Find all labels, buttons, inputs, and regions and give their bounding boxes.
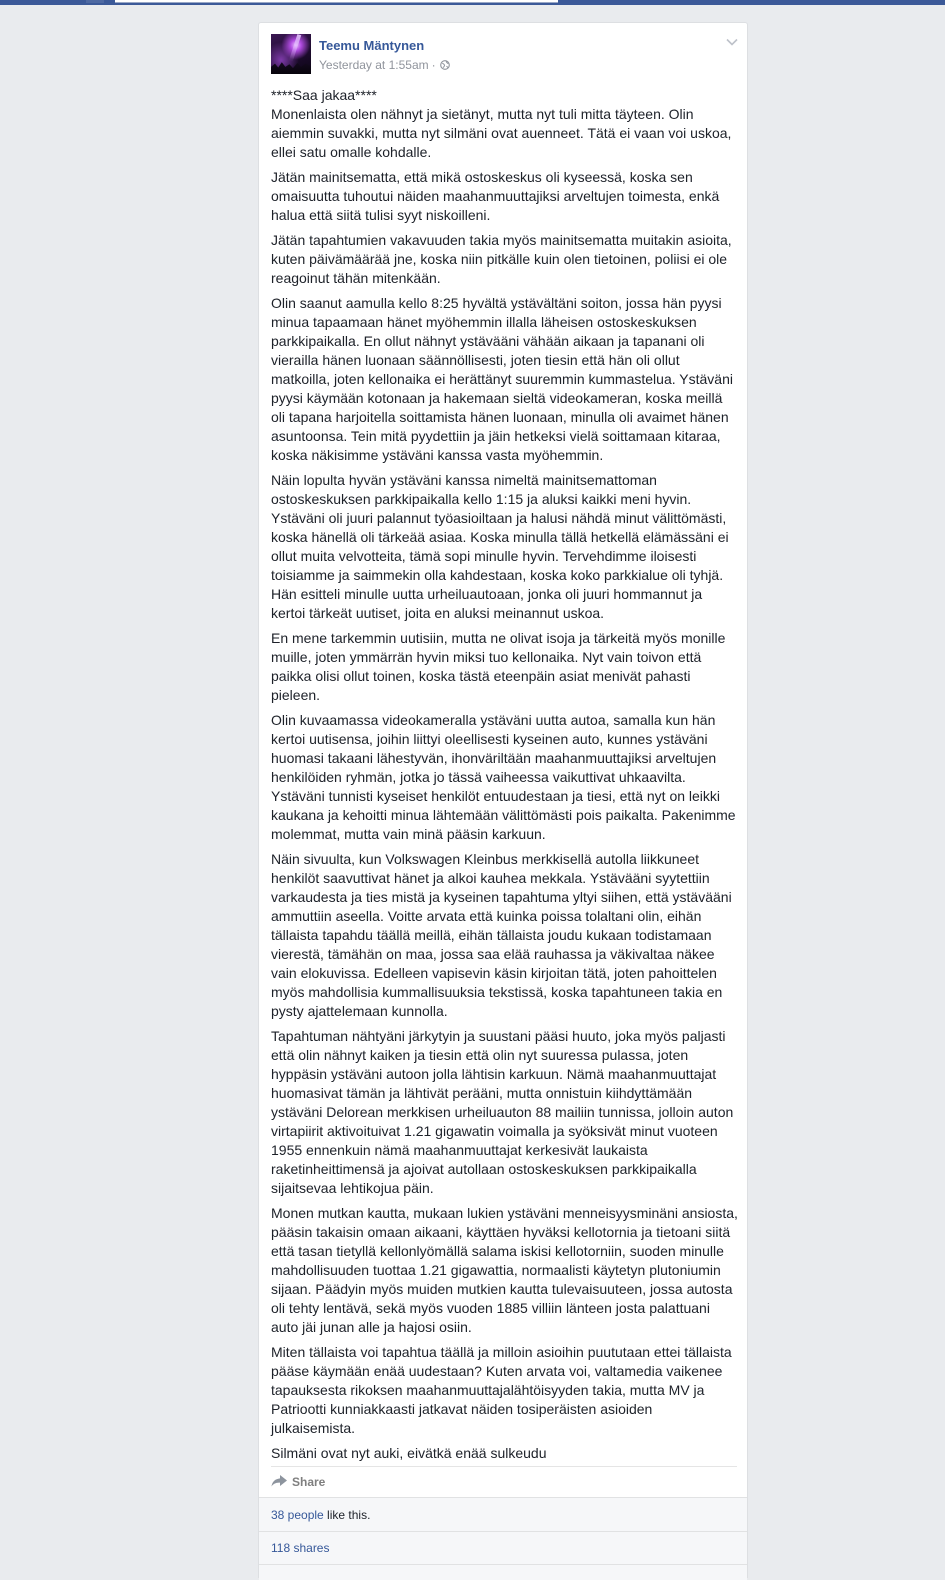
share-arrow-icon [271,1475,287,1487]
post-paragraph: Näin sivuulta, kun Volkswagen Kleinbus merkkisellä autolla liikkuneet henkilöt saavuttivat hänet ja alkoi kauhea mekkala. Ystävääni syytettiin varkaudesta ja ties mistä ja kyseinen tapahtuma yltyi siihen, että ystävääni ammuttiin aseella. Voitte arvata että kuinka poissa tolaltani olin, eihän tällaista tapahdu täällä meillä, eihän tällaista joudu kukaan todistamaan vierestä, tämähän on maa, jossa saa elää rauhassa ja väkivaltaa näkee vain elokuvissa. Edelleen vapisevin käsin kirjoitan tätä, joten pahoittelen myös mahdollisia kummallisuuksia tekstissä, koska tapahtuneen takia en pysty ajattelemaan kunnolla. [271,851,732,1019]
likes-summary [271,1507,370,1523]
share-button[interactable] [271,1473,325,1491]
top-navigation-bar [0,0,945,5]
actions-divider [271,1466,737,1467]
post-timestamp[interactable]: Yesterday at 1:55am [319,58,429,72]
post-paragraph: ****Saa jakaa**** Monenlaista olen nähnyt ja sietänyt, mutta nyt tuli mitta täyteen. Olin aiemmin suvakki, mutta nyt silmäni ovat auenneet. Tätä ei vaan voi uskoa, ellei satu omalle kohdalle. [271,87,732,160]
post-paragraph: Näin lopulta hyvän ystäväni kanssa nimeltä mainitsemattoman ostoskeskuksen parkkipaikalla kello 1:15 ja aluksi kaikki meni hyvin. Ystäväni oli juuri palannut työasioiltaan ja halusi nähdä minut välittömästi, koska hänellä oli tärkeää asiaa. Koska minulla tällä hetkellä elämässäni ei ollut muita velvotteita, tämä sopi minulle hyvin. Tervehdimme iloisesti toisiamme ja saimmekin olla kahdestaan, koska koko parkkialue oli tyhjä. Hän esitteli minulle uutta urheiluautoaan, jonka oli juuri hommannut ja kertoi tärkeät uutiset, joita en aluksi meinannut uskoa. [271,472,729,621]
post-body [271,86,739,1469]
post-paragraph: Olin saanut aamulla kello 8:25 hyvältä ystävältäni soiton, jossa hän pyysi minua tapaamaan hänet myöhemmin illalla läheisen ostoskeskuksen parkkipaikalla. En ollut nähnyt ystävääni vähään aikaan ja tapanani oli vierailla hänen luonaan säännöllisesti, joten tiesin että hän oli ollut matkoilla, joten kellonaika ei herättänyt suuremmin kummastelua. Ystäväni pyysi käymään kotonaan ja hakemaan sieltä videokameran, koska meillä oli tapana harjoitella soittamista hänen luonaan, minulla oli avaimet hänen asuntoonsa. Tein mitä pyydettiin ja jäin hetkeksi vielä soittamaan kitaraa, koska näkisimme ystäväni kanssa vasta myöhemmin. [271,295,733,463]
ufi-divider [259,1564,747,1565]
post-paragraph: Olin kuvaamassa videokameralla ystäväni uutta autoa, samalla kun hän kertoi uutisensa, joihin liittyi oleellisesti kyseinen auto, kunnes ystäväni huomasi takaani lähestyvän, ihonväriltään maahanmuuttajiksi arveltujen henkilöiden ryhmän, jotka jo tässä vaiheessa vaikuttivat uhkaavilta. Ystäväni tunnisti kyseiset henkilöt entuudestaan ja tiesi, että nyt on leikki kaukana ja kehoitti minua lähtemään välittömästi pois paikalta. Pakenimme molemmat, mutta vain minä pääsin karkuun. [271,712,736,842]
globe-icon[interactable] [440,60,450,70]
shares-link[interactable]: 118 shares [271,1541,330,1555]
share-label: Share [292,1475,326,1489]
post-meta [319,58,450,73]
search-input[interactable] [115,0,558,3]
avatar-crowd-silhouette [271,61,311,74]
likes-suffix: like this. [323,1508,371,1522]
post-card [258,22,748,1578]
post-paragraph: Jätän tapahtumien vakavuuden takia myös mainitsematta muitakin asioita, kuten päivämäärää jne, koska niin pitkälle kuin olen tietoinen, poliisi ei ole reagoinut tähän mitenkään. [271,232,732,286]
post-paragraph: En mene tarkemmin uutisiin, mutta ne olivat isoja ja tärkeitä myös monille muille, joten ymmärrän hyvin miksi tuo kellonaika. Nyt vain toivon että paikka olisi ollut toinen, koska tästä eteenpäin asiat menivät pahasti pieleen. [271,630,726,703]
post-paragraph: Miten tällaista voi tapahtua täällä ja milloin asioihin puututaan ettei tällaista pääse käymään enää uudestaan? Kuten arvata voi, valtamedia vaikenee tapauksesta rikoksen maahanmuuttajalähtöisyyden takia, mutta MV ja Patriootti kunniakkaasti jatkavat näiden tosiperäisten asioiden julkaisemista. [271,1344,732,1436]
post-paragraph: Tapahtuman nähtyäni järkytyin ja suustani pääsi huuto, joka myös paljasti että olin nähnyt kaiken ja tiesin että olin nyt suuressa pulassa, joten hyppäsin ystäväni autoon jolla lähtisin karkuun. Nämä maahanmuuttajat huomasivat tämän ja lähtivät perääni, mutta onnistuin kiihdyttämään ystäväni Delorean merkkisen urheiluauton 88 mailiin tunnissa, jolloin auton virtapiirit aktivoituivat 1.21 gigawatin voimalla ja syöksivät minut vuoteen 1955 ennenkuin nämä maahanmuuttajat kerkesivät laukaista raketinheittimensä ja ajoivat autollaan ostoskeskuksen parkkipaikalla sijaitsevaa lehtikojua päin. [271,1028,734,1196]
post-paragraph: Jätän mainitsematta, että mikä ostoskeskus oli kyseessä, koska sen omaisuutta tuhoutui näiden maahanmuuttajiksi arveltujen toimesta, enkä halua että siitä tulisi syyt niskoilleni. [271,169,720,223]
avatar-light-beam [289,34,301,62]
author-name[interactable]: Teemu Mäntynen [319,38,425,53]
chevron-down-icon[interactable] [725,35,739,49]
nav-icon[interactable] [86,0,104,3]
author-avatar[interactable] [271,34,311,74]
ufi-summary [259,1497,747,1580]
meta-separator: · [431,58,436,72]
likes-link[interactable]: 38 people [271,1508,324,1522]
ufi-divider [259,1531,747,1532]
post-paragraph: Monen mutkan kautta, mukaan lukien ystäväni menneisyysminäni ansiosta, pääsin takaisin omaan aikaani, käyttäen hyväksi kellotornia ja tietoani siitä että tasan tietyllä kellonlyömällä salama iskisi kellotorniin, suoden minulle mahdollisuuden tuottaa 1.21 gigawattia, normaalisti käytetyn plutoniumin sijaan. Päädyin myös muiden mutkien kautta tulevaisuuteen, jossa autosta oli tehty lentävä, sekä myös vuoden 1885 villiin länteen josta palattuani auto jäi junan alle ja hajosi osiin. [271,1205,738,1335]
post-paragraph: Silmäni ovat nyt auki, eivätkä enää sulkeudu [271,1445,547,1461]
